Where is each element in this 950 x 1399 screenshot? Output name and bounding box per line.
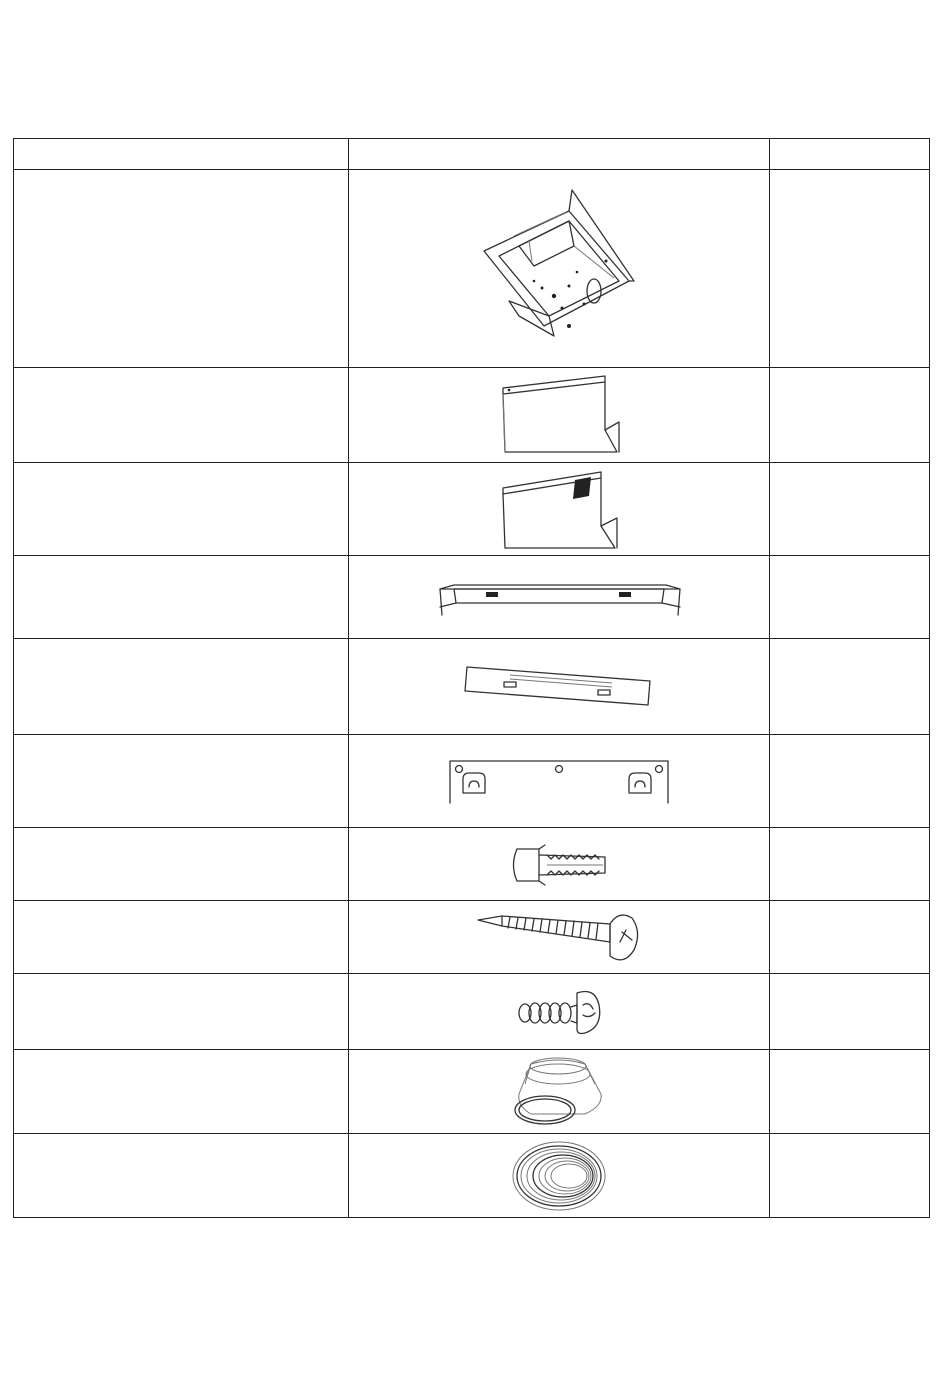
hanging-bracket-icon bbox=[447, 757, 672, 805]
part-image bbox=[349, 368, 770, 463]
part-image bbox=[349, 828, 770, 901]
part-image bbox=[349, 1134, 770, 1218]
part-name bbox=[14, 368, 349, 463]
part-name bbox=[14, 556, 349, 639]
part-image bbox=[349, 556, 770, 639]
upper-chimney-cover-icon bbox=[497, 370, 622, 460]
table-row bbox=[14, 828, 930, 901]
short-screw-icon bbox=[515, 985, 603, 1039]
header-row bbox=[14, 139, 930, 170]
part-name bbox=[14, 901, 349, 974]
table-row bbox=[14, 639, 930, 735]
parts-table bbox=[13, 138, 930, 1218]
part-image bbox=[349, 463, 770, 556]
table-row bbox=[14, 901, 930, 974]
part-name bbox=[14, 1134, 349, 1218]
duct-adapter-icon bbox=[511, 1054, 607, 1130]
part-quantity bbox=[770, 901, 930, 974]
part-image bbox=[349, 639, 770, 735]
header-quantity bbox=[770, 139, 930, 170]
part-quantity bbox=[770, 170, 930, 368]
lower-chimney-cover-icon bbox=[497, 466, 622, 552]
table-row bbox=[14, 368, 930, 463]
part-quantity bbox=[770, 556, 930, 639]
part-quantity bbox=[770, 974, 930, 1050]
part-image bbox=[349, 974, 770, 1050]
part-name bbox=[14, 639, 349, 735]
table-row bbox=[14, 735, 930, 828]
part-name bbox=[14, 735, 349, 828]
part-name bbox=[14, 828, 349, 901]
header-image bbox=[349, 139, 770, 170]
long-bracket-icon bbox=[434, 577, 684, 617]
part-quantity bbox=[770, 735, 930, 828]
table-row bbox=[14, 463, 930, 556]
part-image bbox=[349, 735, 770, 828]
table-row bbox=[14, 974, 930, 1050]
long-screw-icon bbox=[474, 908, 644, 966]
part-quantity bbox=[770, 368, 930, 463]
part-quantity bbox=[770, 1050, 930, 1134]
hood-body-icon bbox=[474, 186, 644, 351]
part-quantity bbox=[770, 463, 930, 556]
part-quantity bbox=[770, 828, 930, 901]
part-name bbox=[14, 170, 349, 368]
part-name bbox=[14, 974, 349, 1050]
header-name bbox=[14, 139, 349, 170]
part-name bbox=[14, 463, 349, 556]
part-name bbox=[14, 1050, 349, 1134]
table-row bbox=[14, 556, 930, 639]
part-image bbox=[349, 170, 770, 368]
part-image bbox=[349, 1050, 770, 1134]
table-row bbox=[14, 170, 930, 368]
table-row bbox=[14, 1134, 930, 1218]
part-image bbox=[349, 901, 770, 974]
part-quantity bbox=[770, 639, 930, 735]
wall-plug-icon bbox=[507, 841, 612, 887]
flexible-duct-icon bbox=[509, 1138, 609, 1214]
part-quantity bbox=[770, 1134, 930, 1218]
flat-bracket-icon bbox=[462, 663, 657, 711]
table-row bbox=[14, 1050, 930, 1134]
